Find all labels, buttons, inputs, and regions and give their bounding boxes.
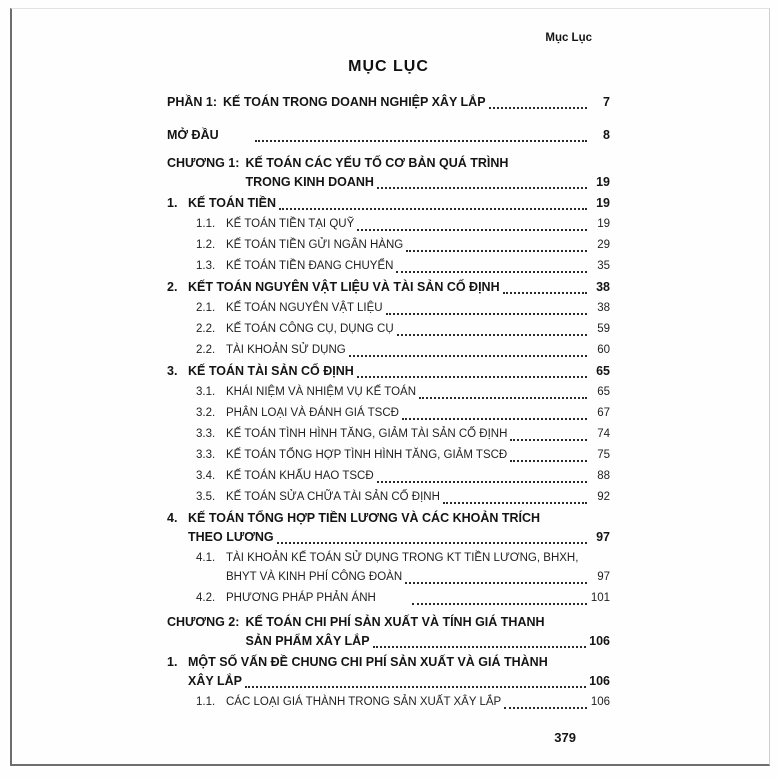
- toc-entry: [167, 93, 610, 112]
- toc-entry-body: [188, 509, 610, 547]
- toc-entry-page: 59: [597, 323, 610, 335]
- toc-entry-label: KẾ TOÁN TIỀN: [188, 196, 276, 210]
- toc-entry: [167, 425, 610, 444]
- toc-leader-dots: [349, 355, 587, 357]
- toc-entry-body: [226, 404, 610, 423]
- toc-entry-lastline: [226, 299, 610, 318]
- toc-entry-body: [226, 257, 610, 276]
- toc-entry-body: [167, 126, 610, 145]
- toc-entry-lastline: [167, 126, 610, 145]
- toc-entry-number: 2.1.: [196, 302, 216, 314]
- toc-entry-line: KẾ TOÁN CÁC YẾU TỐ CƠ BẢN QUÁ TRÌNH: [245, 156, 509, 170]
- toc-entry-label: KẾ TOÁN KHẤU HAO TSCĐ: [226, 470, 374, 482]
- toc-entry-number: CHƯƠNG 2:: [167, 615, 240, 629]
- toc-entry-number: 3.3.: [196, 449, 216, 461]
- toc-entry: [167, 194, 610, 213]
- toc-entry-body: [245, 154, 610, 192]
- toc-entry-page: 60: [597, 344, 610, 356]
- toc-entry: [167, 154, 610, 192]
- toc-entry-label: KẾ TOÁN TỔNG HỢP TÌNH HÌNH TĂNG, GIẢM TSCĐ: [226, 449, 508, 461]
- toc-entry-page: 38: [597, 302, 610, 314]
- toc-leader-dots: [396, 271, 587, 273]
- toc-entry: [167, 341, 610, 360]
- toc-entry-page: 101: [590, 592, 610, 604]
- toc-entry-lastline: [226, 320, 610, 339]
- toc-entry-body: [226, 236, 610, 255]
- toc-leader-dots: [489, 107, 587, 109]
- toc-entry-page: 8: [603, 128, 610, 142]
- toc-entry-number: 3.: [167, 364, 178, 378]
- toc-entry: [167, 613, 610, 651]
- toc-entry-body: [226, 589, 610, 608]
- toc-entry-label: MỞ ĐẦU: [167, 128, 219, 142]
- toc-entry-page: 19: [596, 175, 610, 189]
- toc-entry-lastline: [226, 404, 610, 423]
- toc-entry-lastline: [226, 589, 610, 608]
- toc-entry-page: 19: [596, 196, 610, 210]
- toc-entry-number: PHẦN 1:: [167, 95, 218, 109]
- toc-entry-page: 106: [590, 696, 610, 708]
- toc-entry-page: 38: [596, 280, 610, 294]
- toc-entry-number: 2.2.: [196, 323, 216, 335]
- toc-entry-label: KẾ TOÁN TIỀN ĐANG CHUYỂN: [226, 260, 394, 272]
- toc-leader-dots: [443, 502, 587, 504]
- toc-entry-body: [223, 93, 610, 112]
- toc-entry: [167, 299, 610, 318]
- toc-entry-label: KẾT TOÁN NGUYÊN VẬT LIỆU VÀ TÀI SẢN CỐ ĐỊNH: [188, 280, 500, 294]
- toc-entry-line: TÀI KHOẢN KẾ TOÁN SỬ DỤNG TRONG KT TIỀN LƯƠNG, BHXH,: [226, 552, 579, 564]
- toc-entry-lastline: [188, 362, 610, 381]
- toc-entry: [167, 509, 610, 547]
- toc-entry-label: KHÁI NIỆM VÀ NHIỆM VỤ KẾ TOÁN: [226, 386, 417, 398]
- toc-entry-page: 65: [597, 386, 610, 398]
- footer-page-number: 379: [554, 730, 576, 745]
- toc-entry-lastline: [226, 341, 610, 360]
- toc-leader-dots: [503, 292, 587, 294]
- toc-leader-dots: [510, 439, 587, 441]
- toc-entry-label: TRONG KINH DOANH: [245, 175, 374, 189]
- toc-entry-body: [226, 467, 610, 486]
- toc-entry: [167, 278, 610, 297]
- toc-leader-dots: [397, 334, 587, 336]
- toc-entry-body: [226, 320, 610, 339]
- toc-entry: [167, 589, 610, 608]
- toc-leader-dots: [510, 460, 587, 462]
- toc-entry-label: KẾ TOÁN TIỀN GỬI NGÂN HÀNG: [226, 239, 404, 251]
- toc-entry-lastline: [226, 383, 610, 402]
- toc-entry-body: [226, 299, 610, 318]
- toc-entry-line: KẾ TOÁN CHI PHÍ SẢN XUẤT VÀ TÍNH GIÁ THANH: [245, 615, 545, 629]
- toc-entry-page: 106: [589, 674, 610, 688]
- toc-entry: [167, 549, 610, 587]
- toc-entry-line: KẾ TOÁN TỔNG HỢP TIỀN LƯƠNG VÀ CÁC KHOẢN TRÍCH: [188, 511, 541, 525]
- toc-entry-body: [226, 341, 610, 360]
- toc-entry-label: PHƯƠNG PHÁP PHẢN ÁNH: [226, 592, 376, 604]
- toc-entry-lastline: [188, 278, 610, 297]
- toc-entry-lastline: [226, 568, 610, 587]
- toc-entry: [167, 362, 610, 381]
- toc-leader-dots: [377, 481, 587, 483]
- toc-entry-label: BHYT VÀ KINH PHÍ CÔNG ĐOÀN: [226, 571, 403, 583]
- toc-entry-number: 1.1.: [196, 696, 216, 708]
- toc-leader-dots: [255, 140, 587, 142]
- toc-entry-body: [226, 383, 610, 402]
- toc-leader-dots: [357, 229, 587, 231]
- toc-entry-lastline: [226, 257, 610, 276]
- toc-entry-label: THEO LƯƠNG: [188, 530, 274, 544]
- toc-entry-label: SẢN PHẨM XÂY LẮP: [245, 634, 370, 648]
- toc-entry-number: 4.2.: [196, 592, 216, 604]
- toc-entry-page: 65: [596, 364, 610, 378]
- toc-entry-number: 1.1.: [196, 218, 216, 230]
- toc-entry-page: 75: [597, 449, 610, 461]
- toc-entry-page: 74: [597, 428, 610, 440]
- toc-leader-dots: [277, 542, 587, 544]
- toc-leader-dots: [279, 208, 587, 210]
- toc-entry-lastline: [226, 488, 610, 507]
- toc-entry: [167, 653, 610, 691]
- toc-leader-dots: [412, 603, 587, 605]
- toc-entry-number: 1.: [167, 196, 178, 210]
- toc-entry: [167, 693, 610, 712]
- toc-entry-body: [226, 488, 610, 507]
- toc-entry: [167, 446, 610, 465]
- toc-entry-label: XÂY LẮP: [188, 674, 242, 688]
- toc-entry-body: [245, 613, 610, 651]
- toc-entry: [167, 236, 610, 255]
- toc-entry-body: [188, 194, 610, 213]
- toc-leader-dots: [405, 582, 587, 584]
- toc-entry-lastline: [226, 425, 610, 444]
- toc-entry-label: KẾ TOÁN TÌNH HÌNH TĂNG, GIẢM TÀI SẢN CỐ ĐỊNH: [226, 428, 508, 440]
- toc-entry-number: 4.: [167, 511, 178, 525]
- running-header: Mục Lục: [545, 32, 592, 44]
- toc-entry-body: [188, 278, 610, 297]
- toc-entry-lastline: [226, 215, 610, 234]
- toc-entry-page: 97: [596, 530, 610, 544]
- toc-leader-dots: [245, 686, 586, 688]
- toc-entry-number: 1.3.: [196, 260, 216, 272]
- toc-entry: [167, 404, 610, 423]
- toc-entry-body: [188, 362, 610, 381]
- toc-entry-lastline: [245, 632, 610, 651]
- toc-entry-label: CÁC LOẠI GIÁ THÀNH TRONG SẢN XUẤT XÂY LẮP: [226, 696, 502, 708]
- toc-entry-lastline: [226, 467, 610, 486]
- toc-entry-body: [188, 653, 610, 691]
- toc-entry-body: [226, 693, 610, 712]
- toc-entry-number: 3.5.: [196, 491, 216, 503]
- toc-entry-body: [226, 425, 610, 444]
- toc-leader-dots: [377, 187, 587, 189]
- toc-entry: [167, 467, 610, 486]
- toc-entry-lastline: [188, 194, 610, 213]
- toc-entry-lastline: [188, 672, 610, 691]
- toc-entry-lastline: [226, 693, 610, 712]
- toc-leader-dots: [373, 646, 587, 648]
- toc-entry-lastline: [223, 93, 610, 112]
- toc-entry-page: 35: [597, 260, 610, 272]
- toc-entry-lastline: [188, 528, 610, 547]
- toc-entry: [167, 126, 610, 145]
- page-title: MỤC LỤC: [348, 58, 429, 75]
- toc-entry-number: 1.2.: [196, 239, 216, 251]
- toc-entry: [167, 215, 610, 234]
- toc-entry: [167, 257, 610, 276]
- toc-leader-dots: [386, 313, 587, 315]
- toc-entry-page: 97: [597, 571, 610, 583]
- toc-entry-page: 19: [597, 218, 610, 230]
- toc-entry-number: 3.2.: [196, 407, 216, 419]
- toc-entry-label: TÀI KHOẢN SỬ DỤNG: [226, 344, 346, 356]
- toc-entry-page: 29: [597, 239, 610, 251]
- toc-entry-page: 92: [597, 491, 610, 503]
- toc-entries: [167, 93, 610, 712]
- toc-leader-dots: [419, 397, 587, 399]
- toc-entry: [167, 488, 610, 507]
- toc-entry-label: KẾ TOÁN TÀI SẢN CỐ ĐỊNH: [188, 364, 354, 378]
- toc-leader-dots: [357, 376, 587, 378]
- toc-entry-label: KẾ TOÁN SỬA CHỮA TÀI SẢN CỐ ĐỊNH: [226, 491, 440, 503]
- toc-entry-lastline: [226, 446, 610, 465]
- toc-content: [167, 58, 610, 714]
- toc-leader-dots: [504, 707, 587, 709]
- toc-entry-label: PHÂN LOẠI VÀ ĐÁNH GIÁ TSCĐ: [226, 407, 399, 419]
- toc-entry-number: 2.: [167, 280, 178, 294]
- toc-entry-body: [226, 215, 610, 234]
- toc-entry-body: [226, 446, 610, 465]
- toc-entry-label: KẾ TOÁN TIỀN TẠI QUỸ: [226, 218, 355, 230]
- toc-leader-dots: [402, 418, 587, 420]
- toc-entry-page: 67: [597, 407, 610, 419]
- toc-entry-number: 3.4.: [196, 470, 216, 482]
- toc-entry-number: 2.2.: [196, 344, 216, 356]
- toc-leader-dots: [406, 250, 587, 252]
- toc-entry: [167, 383, 610, 402]
- toc-entry-page: 7: [603, 95, 610, 109]
- toc-entry-number: 4.1.: [196, 552, 216, 564]
- toc-entry-label: KẾ TOÁN NGUYÊN VẬT LIỆU: [226, 302, 383, 314]
- toc-entry-lastline: [245, 173, 610, 192]
- toc-entry-line: MỘT SỐ VẤN ĐỀ CHUNG CHI PHÍ SẢN XUẤT VÀ GIÁ THÀNH: [188, 655, 548, 669]
- toc-entry: [167, 320, 610, 339]
- toc-entry-label: KẾ TOÁN CÔNG CỤ, DỤNG CỤ: [226, 323, 394, 335]
- toc-entry-label: KẾ TOÁN TRONG DOANH NGHIỆP XÂY LẮP: [223, 95, 486, 109]
- toc-entry-page: 88: [597, 470, 610, 482]
- toc-entry-lastline: [226, 236, 610, 255]
- toc-entry-number: 1.: [167, 655, 178, 669]
- toc-entry-number: CHƯƠNG 1:: [167, 156, 240, 170]
- toc-entry-number: 3.3.: [196, 428, 216, 440]
- toc-entry-page: 106: [589, 634, 610, 648]
- toc-entry-number: 3.1.: [196, 386, 216, 398]
- toc-entry-body: [226, 549, 610, 587]
